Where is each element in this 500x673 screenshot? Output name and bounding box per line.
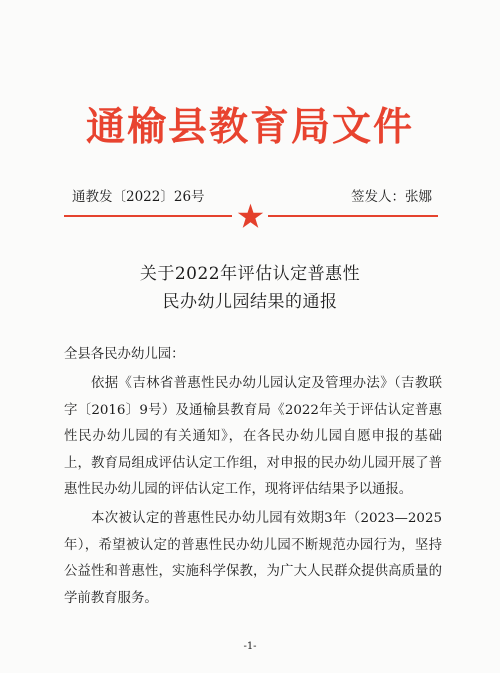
body-paragraph-2: 本次被认定的普惠性民办幼儿园有效期3年（2023—2025年），希望被认定的普惠性民办幼儿园不断规范办园行为，坚持公益性和普惠性，实施科学保教，为广大人民群众提供高质量的学前教育服务。 xyxy=(64,511,442,606)
red-rule-right xyxy=(268,215,438,217)
document-number: 通教发〔2022〕26号 xyxy=(72,189,205,205)
body-paragraph-1: 依据《吉林省普惠性民办幼儿园认定及管理办法》（吉教联字〔2016〕9号）及通榆县教育局《2022年关于评估认定普惠性民办幼儿园的有关通知》，在各民办幼儿园自愿申报的基础上，教育局组成评估认定工作组，对申报的民办幼儿园开展了普惠性民办幼儿园的评估认定工作，现将评估结果予以通报。 xyxy=(64,376,442,498)
notice-title-line-2: 民办幼儿园结果的通报 xyxy=(162,292,338,312)
signer: 签发人：张娜 xyxy=(351,189,432,205)
page-number: -1- xyxy=(243,641,257,652)
document-header-title: 通榆县教育局文件 xyxy=(85,105,414,150)
red-star-icon xyxy=(237,203,264,229)
salutation: 全县各民办幼儿园： xyxy=(64,347,185,362)
red-rule-left xyxy=(64,215,232,217)
notice-title-line-1: 关于2022年评估认定普惠性 xyxy=(139,264,361,284)
